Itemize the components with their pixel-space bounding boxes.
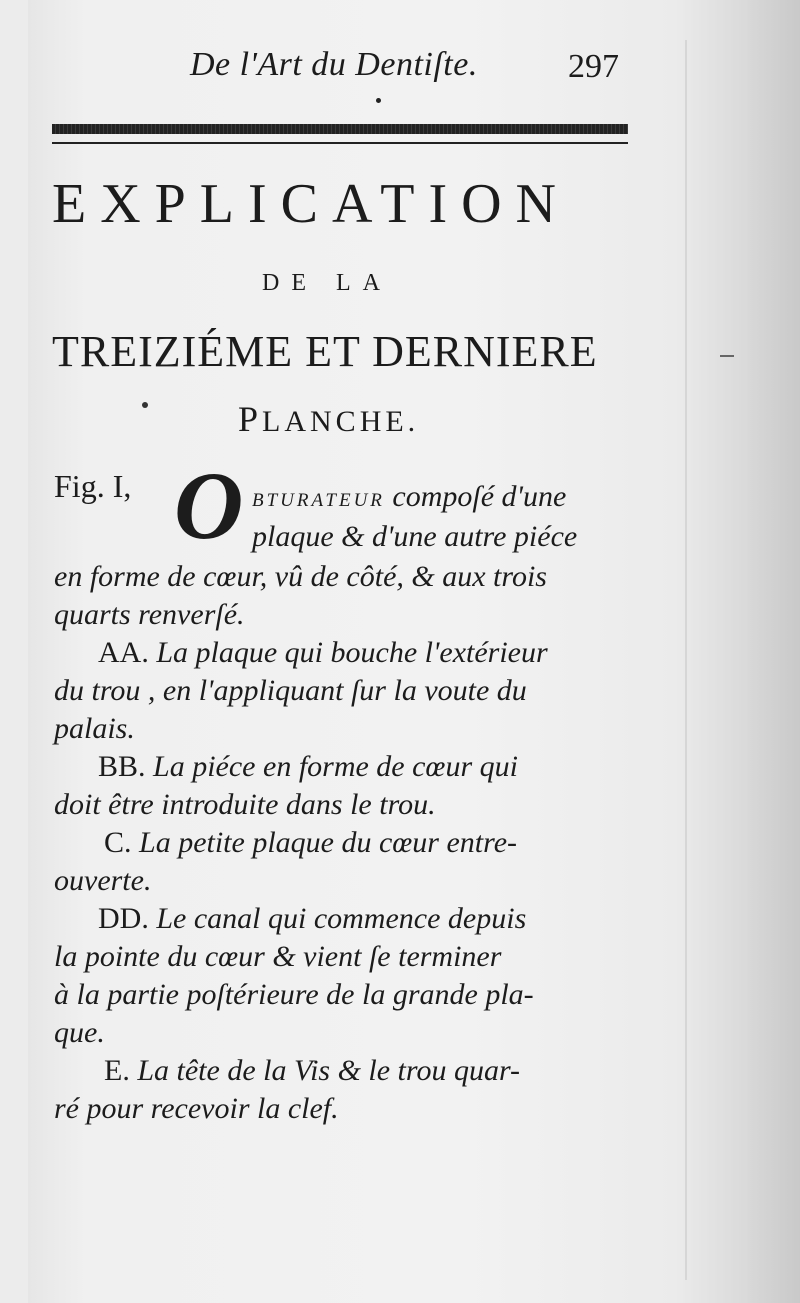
figure-smallcaps-word: BTURATEUR	[252, 490, 385, 511]
heading-planche-cap: P	[238, 399, 263, 439]
heading-de-la: DE LA	[262, 270, 392, 296]
entry-aa-line-3: palais.	[54, 712, 135, 745]
running-head	[0, 40, 800, 100]
figure-line-2: plaque & d'une autre piéce	[252, 520, 578, 553]
heading-treizieme: TREIZIÉME ET DERNIERE	[52, 327, 598, 376]
figure-label: Fig. I,	[54, 468, 132, 504]
entry-c-line-1	[104, 824, 800, 862]
entry-text: La piéce en forme de cœur qui	[153, 750, 518, 783]
figure-line-3: en forme de cœur, vû de côté, & aux trois	[54, 560, 547, 593]
page-number: 297	[568, 48, 619, 85]
entry-aa-line-1	[98, 634, 800, 672]
running-head-title: De l'Art du Dentiſte.	[190, 46, 478, 83]
entry-key: E.	[104, 1054, 130, 1087]
entry-dd-line-4: que.	[54, 1016, 105, 1049]
entry-dd-line-1	[98, 900, 800, 938]
entry-bb-line-1	[98, 748, 800, 786]
figure-line-1	[252, 478, 800, 520]
entry-dd-line-3: à la partie poſtérieure de la grande pla-	[54, 978, 534, 1011]
entry-text: La tête de la Vis & le trou quar-	[137, 1054, 521, 1087]
entry-e-line-1	[104, 1052, 800, 1090]
heading-explication: EXPLICATION	[52, 173, 570, 235]
header-rule-thin	[52, 142, 628, 144]
entry-dd-line-2: la pointe du cœur & vient ſe terminer	[54, 940, 502, 973]
entry-key: AA.	[98, 636, 149, 669]
entry-text: Le canal qui commence depuis	[156, 902, 527, 935]
entry-text: La petite plaque du cœur entre-	[139, 826, 518, 859]
entry-aa-line-2: du trou , en l'appliquant ſur la voute du	[54, 674, 527, 707]
entry-c-line-2: ouverte.	[54, 864, 152, 897]
entry-e-line-2: ré pour recevoir la clef.	[54, 1092, 339, 1125]
margin-mark	[720, 355, 734, 357]
ink-speck	[142, 402, 148, 408]
entry-key: DD.	[98, 902, 149, 935]
heading-planche-rest: LANCHE.	[262, 405, 420, 438]
ornament-dot	[376, 98, 381, 103]
header-rule-thick	[52, 124, 628, 134]
entry-bb-line-2: doit être introduite dans le trou.	[54, 788, 436, 821]
figure-line-4: quarts renverſé.	[54, 598, 245, 631]
entry-key: BB.	[98, 750, 146, 783]
drop-capital: O	[174, 452, 244, 559]
entry-text: La plaque qui bouche l'extérieur	[156, 636, 548, 669]
figure-line-1-rest: compoſé d'une	[392, 480, 567, 513]
heading-planche	[238, 398, 498, 440]
entry-key: C.	[104, 826, 132, 859]
